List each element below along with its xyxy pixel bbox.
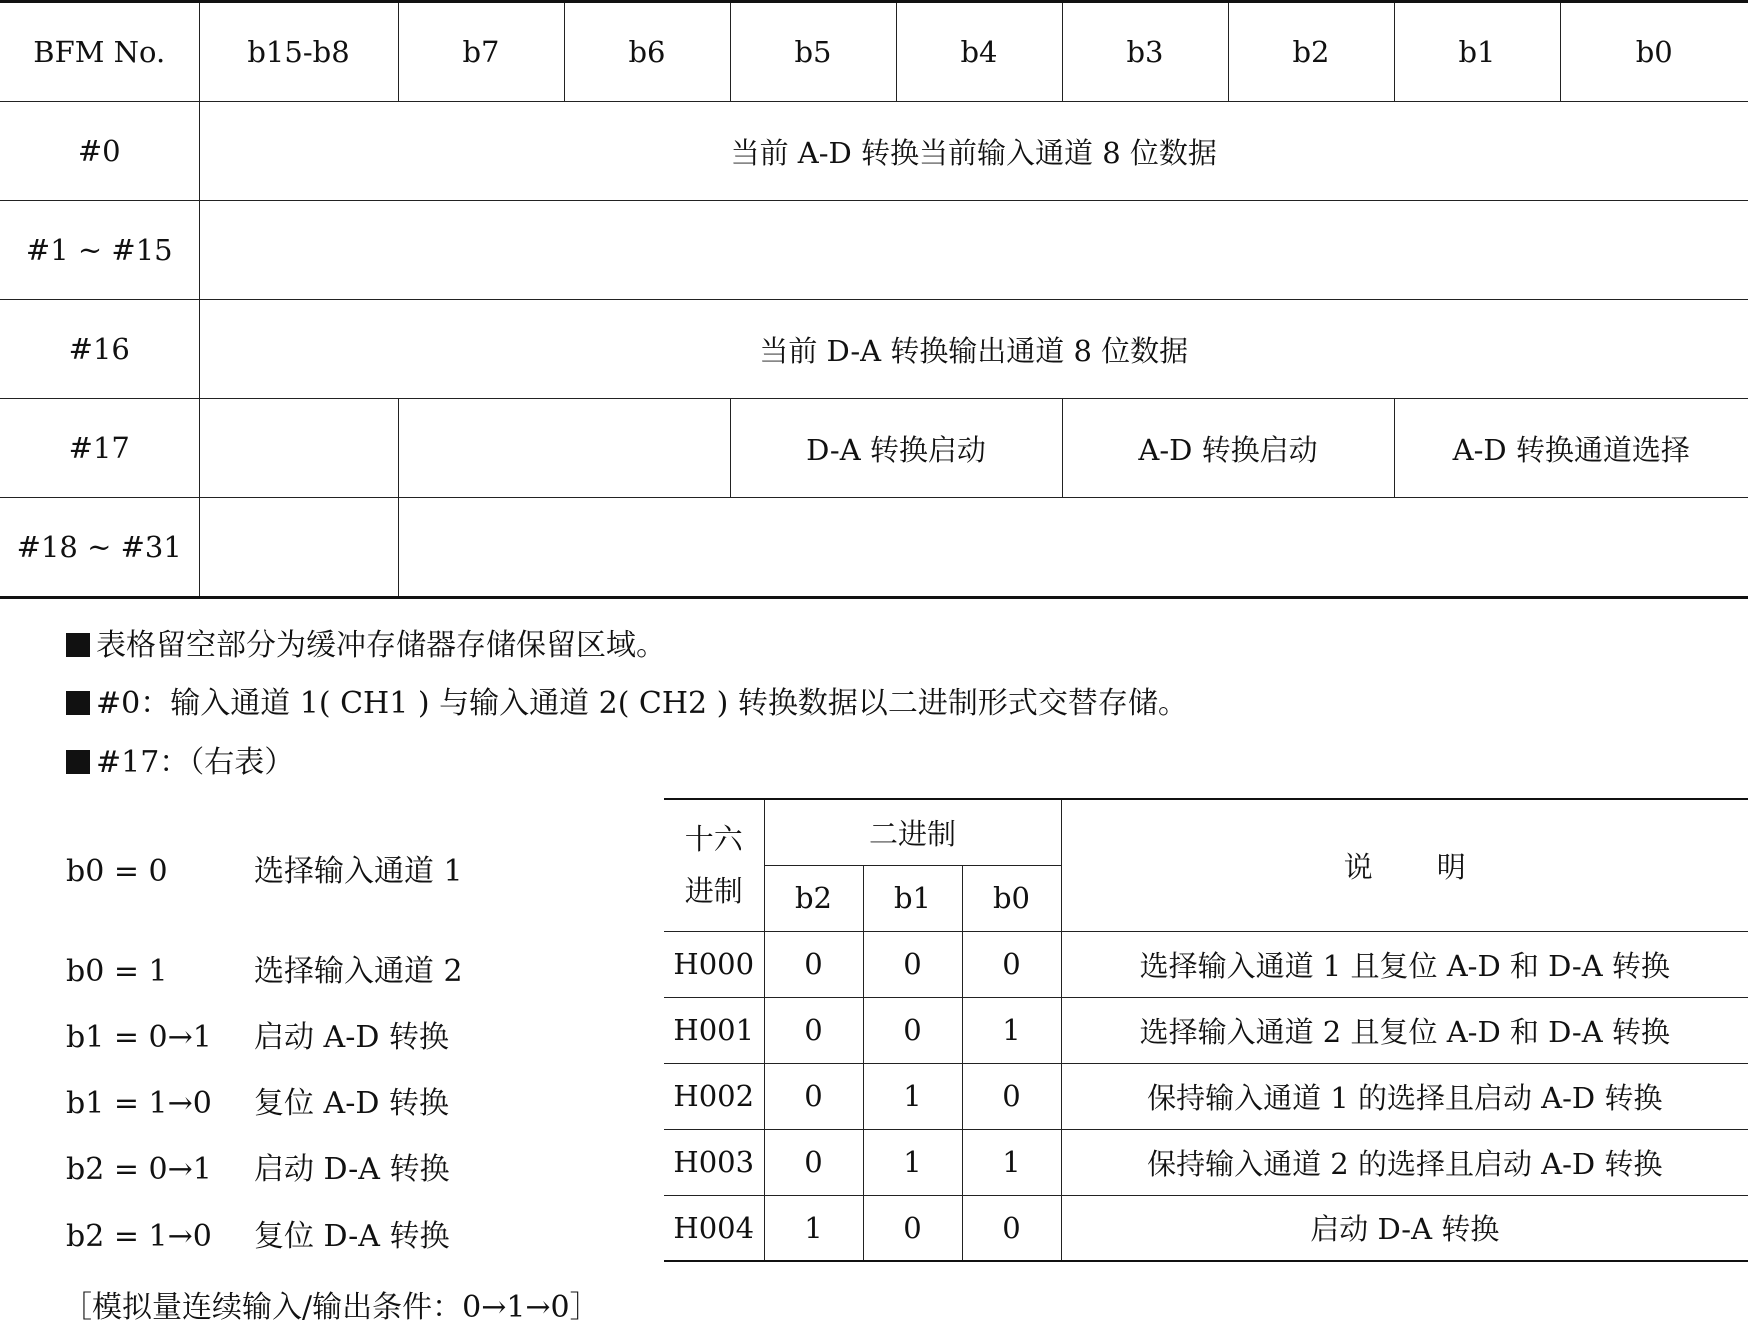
list-item: b0 = 0 选择输入通道 1: [66, 854, 463, 889]
hex-column-header: 十六 进制: [664, 799, 764, 931]
bfm-number: #0: [0, 102, 199, 201]
binary-column-header: 二进制: [764, 799, 1061, 865]
table-row: [664, 1063, 1748, 1129]
header-cell: b3: [1062, 2, 1228, 102]
bfm-number: #18 ~ #31: [0, 498, 199, 598]
bfm-table: [0, 0, 1748, 599]
bfm-reserved-cell: [199, 201, 1748, 300]
header-cell: b7: [398, 2, 564, 102]
bit-value: 0: [863, 931, 962, 997]
bit-value: 1: [962, 1129, 1061, 1195]
table-row: [664, 997, 1748, 1063]
row-description: 选择输入通道 2 且复位 A-D 和 D-A 转换: [1061, 997, 1748, 1063]
table-row: [664, 931, 1748, 997]
bit-value: 0: [863, 1195, 962, 1261]
bfm-number: #1 ~ #15: [0, 201, 199, 300]
hex-value: H000: [664, 931, 764, 997]
header-cell: b15-b8: [199, 2, 398, 102]
bfm-number: #17: [0, 399, 199, 498]
bfm-header-row: [0, 2, 1748, 102]
bit-b2-cell: D-A 转换启动: [730, 399, 1062, 498]
bit-value: 1: [764, 1195, 863, 1261]
table-row: [0, 399, 1748, 498]
header-cell: b0: [1560, 2, 1748, 102]
row-description: 启动 D-A 转换: [1061, 1195, 1748, 1261]
bit-value: 0: [764, 997, 863, 1063]
bit-value: 0: [962, 1195, 1061, 1261]
header-cell: b1: [1394, 2, 1560, 102]
header-cell: BFM No.: [0, 2, 199, 102]
b1-column-header: b1: [863, 865, 962, 931]
table-row: [0, 201, 1748, 300]
bit-value: 0: [962, 931, 1061, 997]
bfm-description: 当前 D-A 转换输出通道 8 位数据: [199, 300, 1748, 399]
bit-value: 0: [764, 1129, 863, 1195]
bit-value: 0: [863, 997, 962, 1063]
bit-b1-cell: A-D 转换启动: [1062, 399, 1394, 498]
bullet-square-icon: [66, 750, 90, 774]
header-cell: b6: [564, 2, 730, 102]
row-description: 保持输入通道 1 的选择且启动 A-D 转换: [1061, 1063, 1748, 1129]
continuous-io-condition-note: ［模拟量连续输入/输出条件：0→1→0］: [62, 1290, 600, 1325]
bit-value: 0: [962, 1063, 1061, 1129]
header-cell: b4: [896, 2, 1062, 102]
hex-value: H001: [664, 997, 764, 1063]
bit-value: 1: [863, 1129, 962, 1195]
header-cell: b2: [1228, 2, 1394, 102]
bit-value: 0: [764, 1063, 863, 1129]
bfm-description: 当前 A-D 转换当前输入通道 8 位数据: [199, 102, 1748, 201]
bit-b0-cell: A-D 转换通道选择: [1394, 399, 1748, 498]
list-item: b2 = 1→0 复位 D-A 转换: [66, 1219, 450, 1254]
bfm-reserved-cell: [199, 399, 398, 498]
list-item: b0 = 1 选择输入通道 2: [66, 954, 463, 989]
list-item: b1 = 0→1 启动 A-D 转换: [66, 1020, 449, 1055]
hex-table: [664, 798, 1748, 1262]
hex-value: H002: [664, 1063, 764, 1129]
table-row: [0, 300, 1748, 399]
bit-value: 1: [863, 1063, 962, 1129]
bfm-reserved-cell: [199, 498, 398, 598]
header-cell: b5: [730, 2, 896, 102]
bit-value: 0: [764, 931, 863, 997]
note-reserved: 表格留空部分为缓冲存储器存储保留区域。: [66, 620, 666, 664]
row-description: 保持输入通道 2 的选择且启动 A-D 转换: [1061, 1129, 1748, 1195]
bullet-square-icon: [66, 691, 90, 715]
list-item: b2 = 0→1 启动 D-A 转换: [66, 1152, 450, 1187]
list-item: b1 = 1→0 复位 A-D 转换: [66, 1086, 449, 1121]
hex-value: H004: [664, 1195, 764, 1261]
bit-value: 1: [962, 997, 1061, 1063]
bfm-number: #16: [0, 300, 199, 399]
b2-column-header: b2: [764, 865, 863, 931]
hex-value: H003: [664, 1129, 764, 1195]
bfm-reserved-cell: [398, 498, 1748, 598]
table-row: [0, 102, 1748, 201]
bfm-reserved-cell: [398, 399, 730, 498]
row-description: 选择输入通道 1 且复位 A-D 和 D-A 转换: [1061, 931, 1748, 997]
description-column-header: 说 明: [1061, 799, 1748, 931]
hex-header-row: [664, 799, 1748, 865]
bullet-square-icon: [66, 633, 90, 657]
table-row: [0, 498, 1748, 598]
table-row: [664, 1129, 1748, 1195]
note-bfm0: #0：输入通道 1( CH1 ) 与输入通道 2( CH2 ) 转换数据以二进制形式交替存储。: [66, 678, 1188, 722]
table-row: [664, 1195, 1748, 1261]
note-bfm17: #17：（右表）: [66, 737, 294, 781]
b0-column-header: b0: [962, 865, 1061, 931]
